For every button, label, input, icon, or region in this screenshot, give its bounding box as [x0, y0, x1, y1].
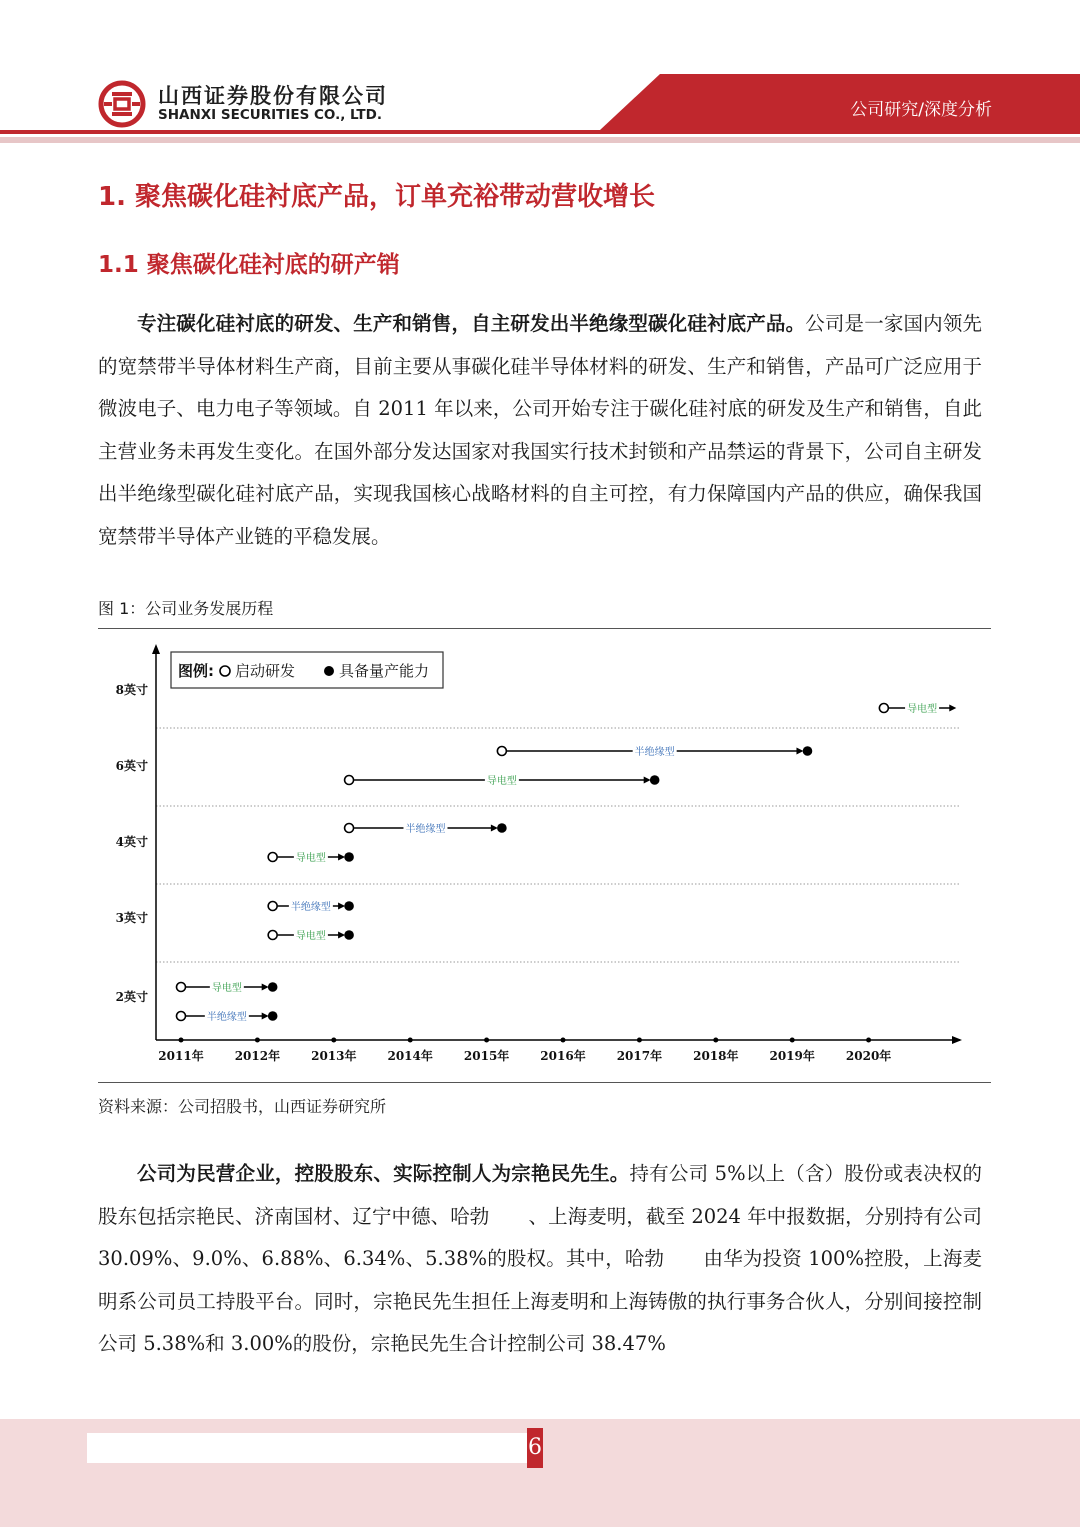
- start-research-marker: [268, 931, 277, 940]
- business-timeline-chart: [98, 630, 978, 1080]
- timeline-arrow-icon: [262, 984, 269, 991]
- x-tick-label: 2017年: [616, 1049, 663, 1063]
- timeline-type-label: 导电型: [486, 776, 517, 787]
- start-research-marker: [268, 853, 277, 862]
- mass-production-marker: [803, 746, 813, 756]
- mass-production-marker: [344, 930, 354, 940]
- x-axis-tick: [713, 1038, 718, 1043]
- timeline-arrow-icon: [262, 1013, 269, 1020]
- x-axis-tick: [561, 1038, 566, 1043]
- start-research-marker: [879, 704, 888, 713]
- x-axis-tick: [484, 1038, 489, 1043]
- company-name-cn: 山西证券股份有限公司: [158, 84, 388, 108]
- legend-title: 图例:: [178, 662, 214, 680]
- timeline-type-label: 半绝缘型: [290, 902, 331, 913]
- timeline-arrow-icon: [338, 932, 345, 939]
- timeline-type-label: 半绝缘型: [634, 747, 675, 758]
- company-logo-icon: [98, 80, 146, 128]
- page-number: 6: [527, 1428, 543, 1468]
- figure-caption: 图 1：公司业务发展历程: [98, 599, 274, 618]
- start-research-marker: [268, 902, 277, 911]
- timeline-arrow-icon: [949, 705, 956, 712]
- timeline-type-label: 导电型: [295, 853, 326, 864]
- start-research-marker: [345, 776, 354, 785]
- start-research-marker: [345, 824, 354, 833]
- y-size-label: 3英寸: [115, 911, 148, 925]
- legend-filled-circle-icon: [324, 666, 334, 676]
- timeline-type-label: 半绝缘型: [206, 1012, 247, 1023]
- mass-production-marker: [650, 775, 660, 785]
- mass-production-marker: [344, 901, 354, 911]
- x-tick-label: 2016年: [540, 1049, 586, 1063]
- mass-production-marker: [344, 852, 354, 862]
- section-title: 1. 聚焦碳化硅衬底产品，订单充裕带动营收增长: [98, 182, 656, 212]
- legend-capable-label: 具备量产能力: [339, 662, 430, 680]
- y-size-label: 2英寸: [115, 990, 148, 1004]
- paragraph-business-focus: [98, 303, 982, 558]
- timeline-type-label: 导电型: [907, 704, 938, 715]
- x-tick-label: 2020年: [845, 1049, 892, 1063]
- paragraph-body-text: 公司是一家国内领先的宽禁带半导体材料生产商，目前主要从事碳化硅半导体材料的研发、生产和销售，产品可广泛应用于微波电子、电力电子等领域。自 2011 年以来，公司开始专注于碳化硅衬底的研发及生产和销售，自此主营业务未再发生变化。在国外部分发达国家对我国实行技术封锁和产品禁运的背景下，公司自主研发出半绝缘型碳化硅衬底产品，实现我国核心战略材料的自主可控，有力保障国内产品的供应，确保我国宽禁带半导体产业链的平稳发展。: [98, 312, 982, 548]
- x-axis-tick: [331, 1038, 336, 1043]
- mass-production-marker: [497, 823, 507, 833]
- paragraph-lead-text: 专注碳化硅衬底的研发、生产和销售，自主研发出半绝缘型碳化硅衬底产品。: [137, 312, 806, 335]
- figure-source: 资料来源：公司招股书，山西证券研究所: [98, 1097, 387, 1116]
- y-size-label: 6英寸: [115, 759, 148, 773]
- x-tick-label: 2014年: [387, 1049, 433, 1063]
- timeline-arrow-icon: [338, 903, 345, 910]
- x-tick-label: 2015年: [463, 1049, 510, 1063]
- x-tick-label: 2018年: [693, 1049, 739, 1063]
- mass-production-marker: [268, 1011, 278, 1021]
- legend-start-label: 启动研发: [235, 662, 296, 680]
- paragraph-body-text: 持有公司 5%以上（含）股份或表决权的股东包括宗艳民、济南国材、辽宁中德、哈勃 、上海麦明，截至 2024 年中报数据，分别持有公司 30.09%、9.0%、6.88%、6.34%、5.38%的股权。其中，哈勃 由华为投资 100%控股，上海麦明系公司员工持股平台。同时，宗艳民先生担任上海麦明和上海铸傲的执行事务合伙人，分别间接控制公司 5.38%和 3.00%的股份，宗艳民先生合计控制公司 38.47%: [98, 1162, 982, 1355]
- x-axis-tick: [637, 1038, 642, 1043]
- timeline-arrow-icon: [644, 777, 651, 784]
- start-research-marker: [497, 747, 506, 756]
- x-axis-arrow-icon: [952, 1036, 962, 1044]
- figure-bottom-rule: [98, 1082, 991, 1083]
- x-axis-tick: [866, 1038, 871, 1043]
- subsection-title: 1.1 聚焦碳化硅衬底的研产销: [98, 252, 400, 278]
- x-tick-label: 2012年: [234, 1049, 281, 1063]
- start-research-marker: [177, 983, 186, 992]
- y-axis-arrow-icon: [152, 644, 160, 654]
- start-research-marker: [177, 1012, 186, 1021]
- y-size-label: 8英寸: [115, 683, 148, 697]
- x-tick-label: 2011年: [158, 1049, 204, 1063]
- x-axis-tick: [179, 1038, 184, 1043]
- x-axis-tick: [408, 1038, 413, 1043]
- timeline-type-label: 半绝缘型: [405, 824, 446, 835]
- timeline-arrow-icon: [338, 854, 345, 861]
- timeline-arrow-icon: [491, 825, 498, 832]
- x-tick-label: 2013年: [311, 1049, 357, 1063]
- y-size-label: 4英寸: [115, 835, 148, 849]
- report-type-label: 公司研究/深度分析: [850, 100, 992, 120]
- footer-white-band: [87, 1433, 527, 1463]
- x-tick-label: 2019年: [769, 1049, 815, 1063]
- x-axis-tick: [790, 1038, 795, 1043]
- company-name-en: SHANXI SECURITIES CO., LTD.: [158, 107, 382, 123]
- figure-top-rule: [98, 628, 991, 629]
- paragraph-ownership: [98, 1153, 982, 1366]
- timeline-type-label: 导电型: [211, 983, 242, 994]
- legend-open-circle-icon: [220, 666, 230, 676]
- timeline-type-label: 导电型: [295, 931, 326, 942]
- page-header: [0, 0, 1080, 150]
- mass-production-marker: [268, 982, 278, 992]
- paragraph-lead-text: 公司为民营企业，控股股东、实际控制人为宗艳民先生。: [137, 1162, 630, 1185]
- x-axis-tick: [255, 1038, 260, 1043]
- timeline-arrow-icon: [796, 748, 803, 755]
